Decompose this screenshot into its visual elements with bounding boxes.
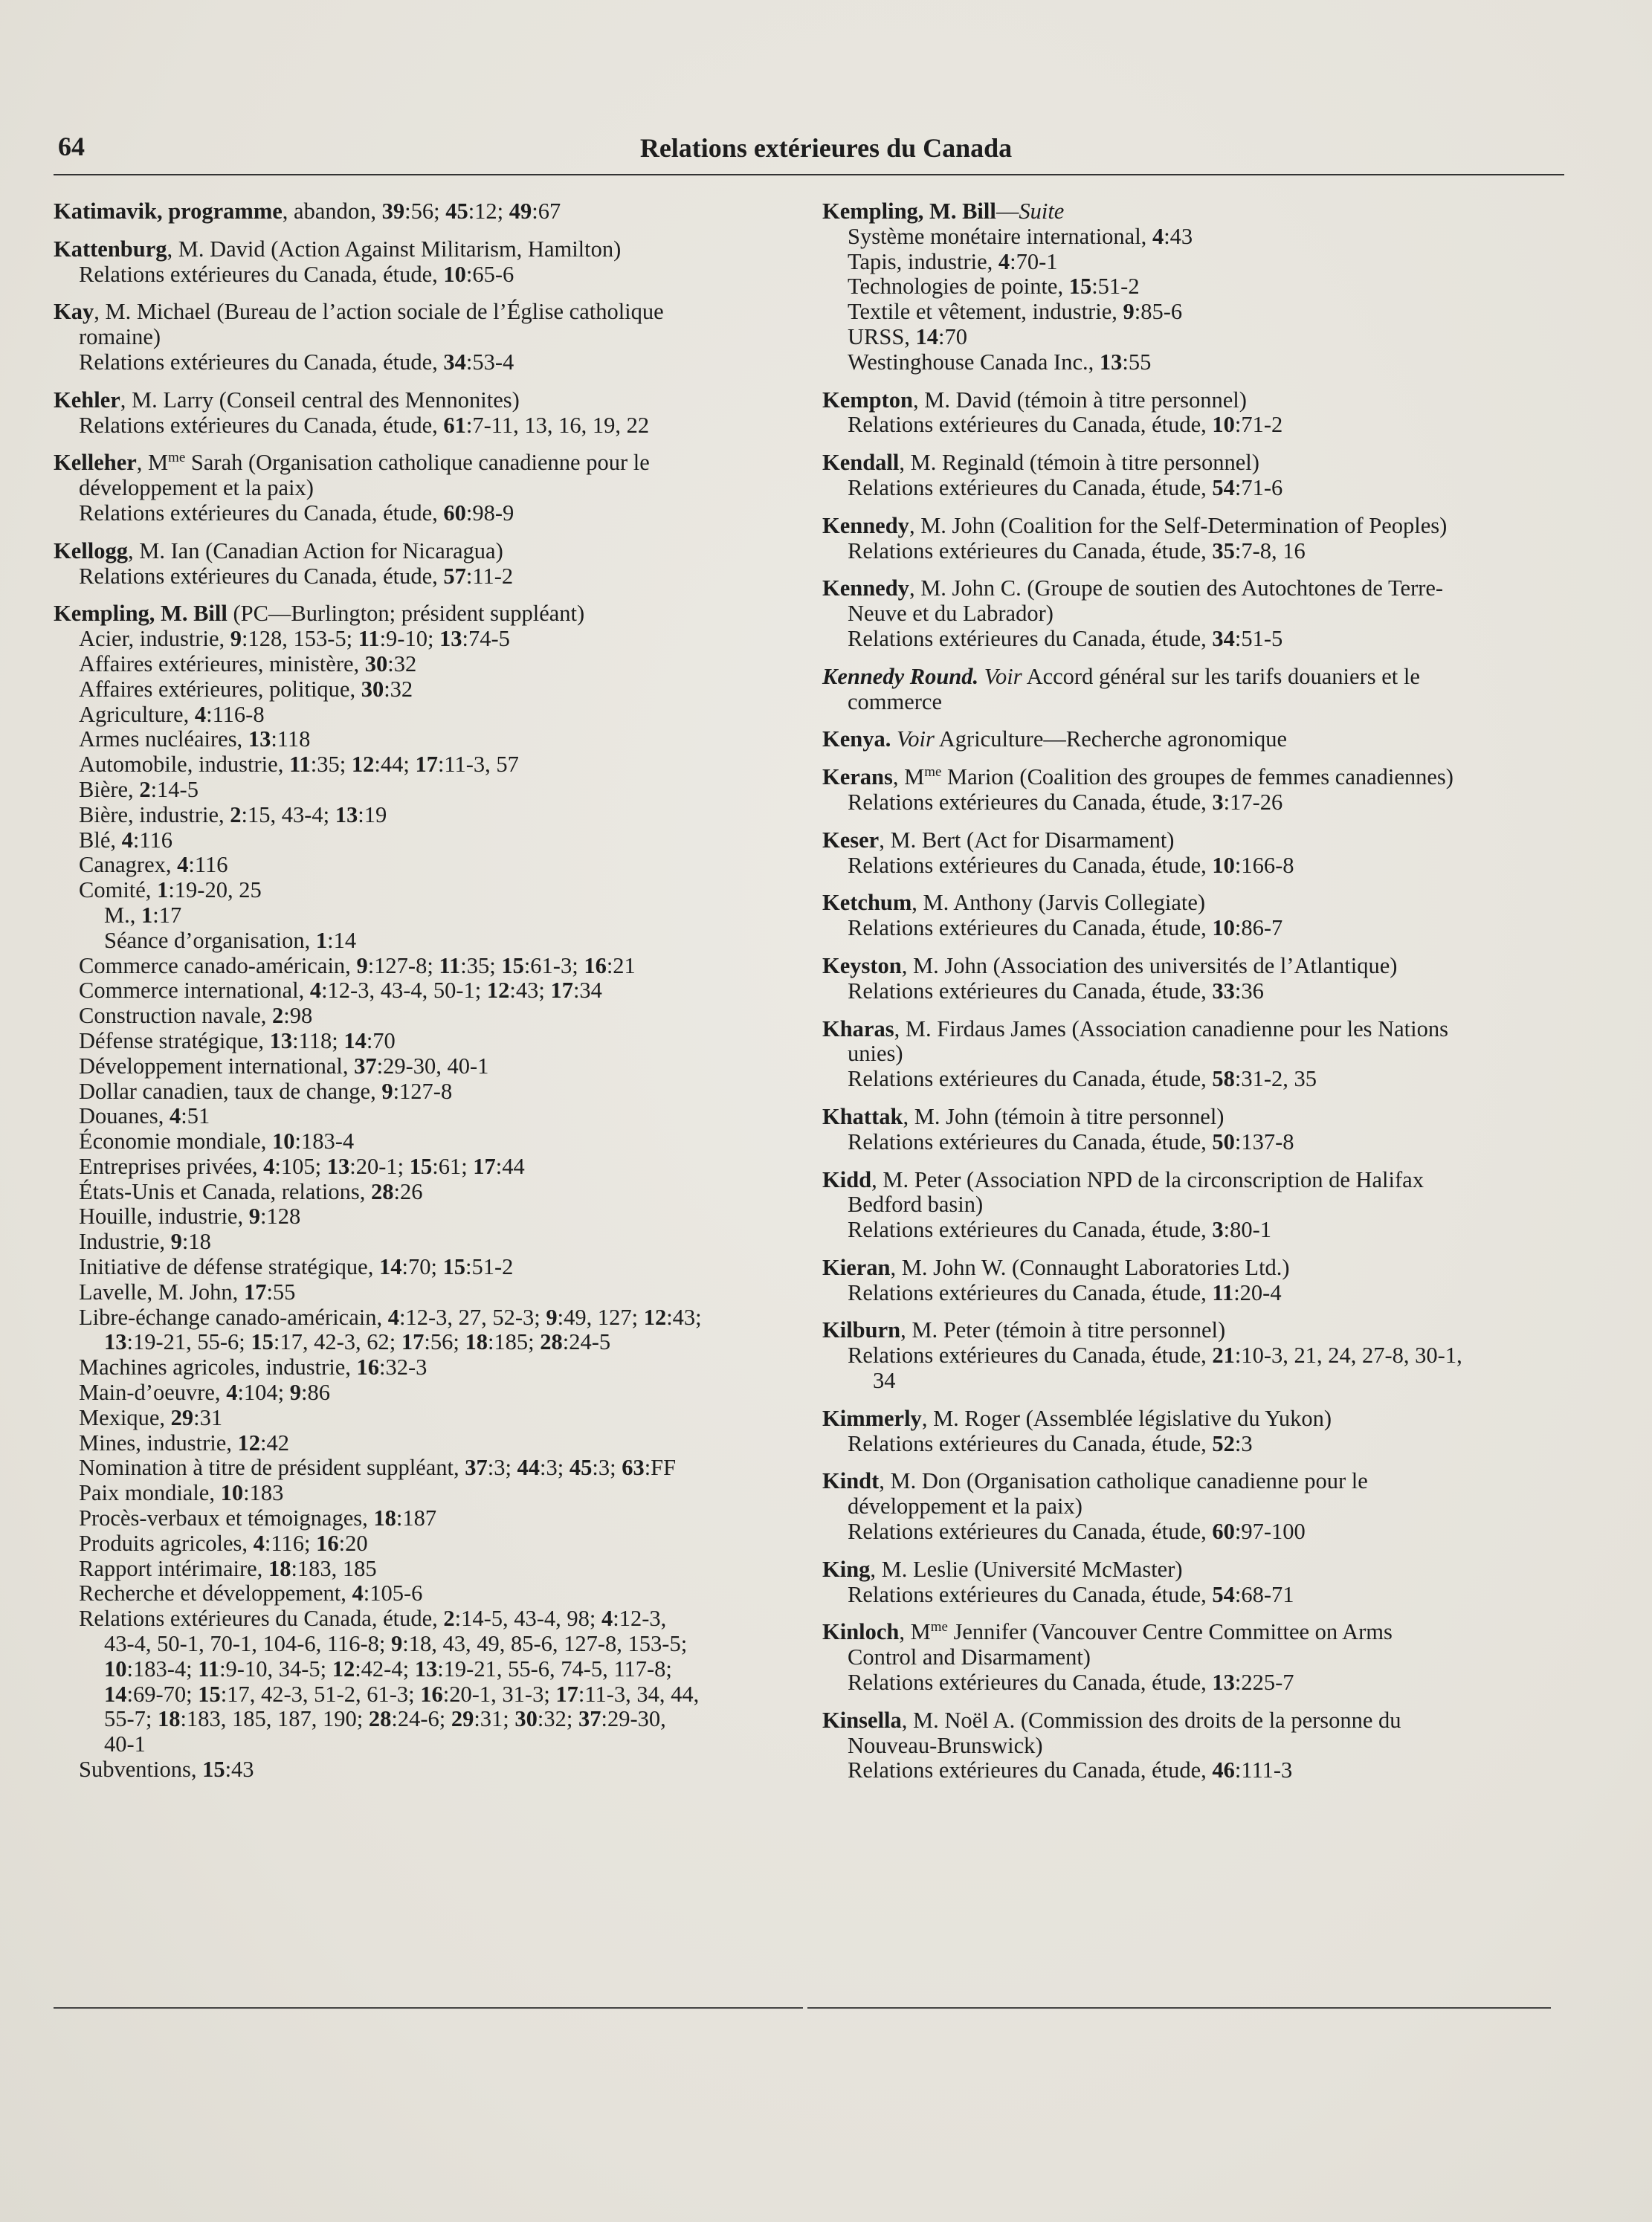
- index-subentry: Relations extérieures du Canada, étude, 10:86-7: [848, 915, 1283, 941]
- index-heading-line: Kempling, M. Bill (PC—Burlington; président suppléant): [54, 601, 585, 627]
- index-heading-line: Neuve et du Labrador): [848, 601, 1054, 627]
- index-heading-line: King, M. Leslie (Université McMaster): [822, 1556, 1183, 1582]
- index-subentry: Technologies de pointe, 15:51-2: [848, 274, 1140, 300]
- index-subentry: Relations extérieures du Canada, étude, 57:11-2: [79, 563, 514, 589]
- index-subentry: Entreprises privées, 4:105; 13:20-1; 15:61; 17:44: [79, 1153, 525, 1179]
- index-entry: [822, 1168, 1566, 1243]
- index-subentry: Blé, 4:116: [79, 827, 172, 853]
- index-subentry: Automobile, industrie, 11:35; 12:44; 17:11-3, 57: [79, 752, 519, 778]
- index-entry: [822, 1406, 1566, 1457]
- index-entry: [54, 199, 819, 225]
- index-entry: [822, 1708, 1566, 1783]
- index-heading-line: commerce: [848, 688, 943, 714]
- index-subentry: Machines agricoles, industrie, 16:32-3: [79, 1354, 427, 1380]
- index-heading-line: Kennedy Round. Voir Accord général sur les tarifs douaniers et le: [822, 663, 1420, 689]
- index-entry: [822, 514, 1566, 564]
- index-subentry: 13:19-21, 55-6; 15:17, 42-3, 62; 17:56; 18:185; 28:24-5: [104, 1329, 611, 1355]
- index-heading-line: Kattenburg, M. David (Action Against Militarism, Hamilton): [54, 236, 622, 262]
- index-heading-line: Kieran, M. John W. (Connaught Laboratories Ltd.): [822, 1254, 1290, 1280]
- index-subentry: Subventions, 15:43: [79, 1757, 254, 1783]
- page-number: 64: [58, 132, 85, 161]
- index-subentry: Textile et vêtement, industrie, 9:85-6: [848, 299, 1183, 325]
- index-subentry: Industrie, 9:18: [79, 1229, 211, 1255]
- index-heading-line: Kehler, M. Larry (Conseil central des Mennonites): [54, 387, 520, 413]
- index-heading-line: Kennedy, M. John C. (Groupe de soutien des Autochtones de Terre-: [822, 575, 1444, 601]
- index-subentry: 10:183-4; 11:9-10, 34-5; 12:42-4; 13:19-21, 55-6, 74-5, 117-8;: [104, 1656, 672, 1682]
- index-subentry: Tapis, industrie, 4:70-1: [848, 248, 1058, 274]
- index-subentry: Rapport intérimaire, 18:183, 185: [79, 1555, 377, 1581]
- index-subentry: Commerce international, 4:12-3, 43-4, 50-1; 12:43; 17:34: [79, 978, 602, 1004]
- index-heading-line: Kempton, M. David (témoin à titre personnel): [822, 387, 1247, 413]
- index-subentry: États-Unis et Canada, relations, 28:26: [79, 1178, 423, 1204]
- index-subentry: 14:69-70; 15:17, 42-3, 51-2, 61-3; 16:20-1, 31-3; 17:11-3, 34, 44,: [104, 1681, 700, 1707]
- index-subentry: Agriculture, 4:116-8: [79, 701, 265, 727]
- index-heading-line: Kimmerly, M. Roger (Assemblée législative du Yukon): [822, 1405, 1332, 1431]
- index-subentry: Douanes, 4:51: [79, 1103, 210, 1129]
- index-subentry: Procès-verbaux et témoignages, 18:187: [79, 1505, 437, 1531]
- index-heading-line: Kindt, M. Don (Organisation catholique canadienne pour le: [822, 1468, 1368, 1494]
- index-subentry: Défense stratégique, 13:118; 14:70: [79, 1027, 396, 1053]
- index-subentry: Mines, industrie, 12:42: [79, 1430, 289, 1456]
- index-subentry: Relations extérieures du Canada, étude, 33:36: [848, 978, 1264, 1004]
- index-column-left: [54, 199, 819, 1795]
- index-entry: [822, 1318, 1566, 1393]
- index-column-right: [822, 199, 1566, 1796]
- index-entry: [54, 300, 819, 375]
- index-subentry: Main-d’oeuvre, 4:104; 9:86: [79, 1380, 330, 1406]
- index-subentry: Relations extérieures du Canada, étude, 34:51-5: [848, 625, 1283, 651]
- index-entry: [54, 388, 819, 439]
- index-heading-line: unies): [848, 1041, 903, 1067]
- header-rule: [54, 174, 1564, 175]
- index-entry: [822, 1557, 1566, 1608]
- index-heading-line: Ketchum, M. Anthony (Jarvis Collegiate): [822, 890, 1206, 916]
- index-heading-line: Kempling, M. Bill—Suite: [822, 198, 1065, 224]
- index-subentry: Nomination à titre de président suppléant, 37:3; 44:3; 45:3; 63:FF: [79, 1455, 677, 1481]
- index-subentry: Relations extérieures du Canada, étude, 34:53-4: [79, 349, 514, 375]
- index-entry: [822, 388, 1566, 439]
- index-subentry: M., 1:17: [104, 902, 182, 928]
- index-entry: [822, 765, 1566, 816]
- index-entry: [822, 1469, 1566, 1544]
- index-heading-line: Kinloch, $M^{me}$ Jennifer (Vancouver Centre Committee on Arms: [822, 1619, 1393, 1645]
- index-subentry: Bière, industrie, 2:15, 43-4; 13:19: [79, 801, 387, 827]
- index-heading-line: Kay, M. Michael (Bureau de l’action sociale de l’Église catholique: [54, 299, 664, 325]
- index-heading-line: Khattak, M. John (témoin à titre personnel): [822, 1103, 1225, 1129]
- index-subentry: Produits agricoles, 4:116; 16:20: [79, 1530, 368, 1556]
- index-heading-line: Bedford basin): [848, 1192, 984, 1218]
- index-heading-line: Kellogg, M. Ian (Canadian Action for Nicaragua): [54, 537, 503, 563]
- index-heading-line: Kinsella, M. Noël A. (Commission des droits de la personne du: [822, 1707, 1401, 1733]
- index-entry: [822, 450, 1566, 501]
- index-subentry: Système monétaire international, 4:43: [848, 223, 1193, 249]
- index-subentry: Relations extérieures du Canada, étude, 61:7-11, 13, 16, 19, 22: [79, 412, 650, 438]
- index-subentry: Relations extérieures du Canada, étude, 60:98-9: [79, 500, 514, 526]
- index-heading-line: romaine): [79, 324, 161, 350]
- index-subentry: Relations extérieures du Canada, étude, 10:166-8: [848, 852, 1294, 878]
- index-subentry: Affaires extérieures, ministère, 30:32: [79, 650, 417, 676]
- index-entry: [822, 665, 1566, 715]
- index-subentry: Relations extérieures du Canada, étude, 52:3: [848, 1430, 1253, 1456]
- index-entry: [54, 539, 819, 590]
- index-subentry: 55-7; 18:183, 185, 187, 190; 28:24-6; 29:31; 30:32; 37:29-30,: [104, 1706, 666, 1732]
- index-subentry: Économie mondiale, 10:183-4: [79, 1128, 355, 1154]
- index-subentry: Relations extérieures du Canada, étude, 3:80-1: [848, 1217, 1272, 1243]
- index-subentry: Affaires extérieures, politique, 30:32: [79, 676, 413, 702]
- index-subentry: Canagrex, 4:116: [79, 852, 228, 878]
- index-entry: [822, 199, 1566, 375]
- index-subentry: Développement international, 37:29-30, 40-1: [79, 1053, 489, 1079]
- index-entry: [54, 601, 819, 1782]
- index-entry: [822, 727, 1566, 752]
- index-subentry: Westinghouse Canada Inc., 13:55: [848, 349, 1152, 375]
- index-heading-line: Kerans, $M^{me}$ Marion (Coalition des groupes de femmes canadiennes): [822, 763, 1453, 790]
- index-heading-line: Kilburn, M. Peter (témoin à titre personnel): [822, 1317, 1226, 1343]
- index-heading-line: Keser, M. Bert (Act for Disarmament): [822, 827, 1175, 853]
- index-subentry: Initiative de défense stratégique, 14:70; 15:51-2: [79, 1254, 514, 1280]
- index-entry: [54, 450, 819, 526]
- index-entry: [822, 1017, 1566, 1092]
- index-subentry: Relations extérieures du Canada, étude, 10:65-6: [79, 261, 514, 287]
- index-entry: [822, 891, 1566, 941]
- index-subentry: Mexique, 29:31: [79, 1404, 223, 1430]
- index-subentry: Construction navale, 2:98: [79, 1003, 313, 1029]
- index-subentry: Comité, 1:19-20, 25: [79, 877, 262, 903]
- index-heading-line: Kennedy, M. John (Coalition for the Self-Determination of Peoples): [822, 512, 1448, 538]
- index-subentry: Relations extérieures du Canada, étude, 54:68-71: [848, 1581, 1294, 1607]
- running-head: Relations extérieures du Canada: [639, 133, 1013, 163]
- index-heading-line: Control and Disarmament): [848, 1644, 1091, 1670]
- index-subentry: Relations extérieures du Canada, étude, 54:71-6: [848, 474, 1283, 500]
- index-subentry: Houille, industrie, 9:128: [79, 1204, 301, 1230]
- index-heading-line: Kenya. Voir Agriculture—Recherche agronomique: [822, 726, 1288, 752]
- index-subentry: Relations extérieures du Canada, étude, 35:7-8, 16: [848, 537, 1306, 563]
- index-entry: [822, 1256, 1566, 1306]
- index-subentry: Paix mondiale, 10:183: [79, 1480, 284, 1506]
- index-subentry: URSS, 14:70: [848, 323, 968, 349]
- index-heading-line: Kendall, M. Reginald (témoin à titre personnel): [822, 450, 1259, 476]
- index-subentry: Dollar canadien, taux de change, 9:127-8: [79, 1078, 453, 1104]
- index-subentry: Séance d’organisation, 1:14: [104, 927, 357, 953]
- index-subentry: Relations extérieures du Canada, étude, 11:20-4: [848, 1279, 1282, 1305]
- index-subentry: Acier, industrie, 9:128, 153-5; 11:9-10; 13:74-5: [79, 626, 510, 652]
- index-subentry: Commerce canado-américain, 9:127-8; 11:35; 15:61-3; 16:21: [79, 952, 636, 978]
- index-subentry: Relations extérieures du Canada, étude, 46:111-3: [848, 1757, 1293, 1783]
- index-entry: [54, 237, 819, 288]
- index-subentry: Relations extérieures du Canada, étude, 13:225-7: [848, 1670, 1294, 1696]
- index-subentry: Relations extérieures du Canada, étude, 3:17-26: [848, 789, 1283, 815]
- index-heading-line: développement et la paix): [79, 475, 314, 501]
- index-subentry: Lavelle, M. John, 17:55: [79, 1279, 296, 1305]
- index-subentry: 43-4, 50-1, 70-1, 104-6, 116-8; 9:18, 43, 49, 85-6, 127-8, 153-5;: [104, 1631, 688, 1657]
- footer-rule-right: [807, 2007, 1551, 2009]
- index-subentry: Recherche et développement, 4:105-6: [79, 1580, 423, 1606]
- index-subentry: Relations extérieures du Canada, étude, 50:137-8: [848, 1128, 1294, 1154]
- index-subentry: Relations extérieures du Canada, étude, 60:97-100: [848, 1519, 1306, 1545]
- index-subentry: 34: [873, 1368, 896, 1394]
- index-heading-line: Nouveau-Brunswick): [848, 1732, 1043, 1758]
- index-heading-line: Keyston, M. John (Association des universités de l’Atlantique): [822, 952, 1398, 978]
- index-entry: [822, 1620, 1566, 1695]
- index-subentry: Relations extérieures du Canada, étude, 2:14-5, 43-4, 98; 4:12-3,: [79, 1606, 667, 1632]
- index-subentry: Relations extérieures du Canada, étude, 58:31-2, 35: [848, 1066, 1317, 1092]
- index-subentry: Relations extérieures du Canada, étude, 10:71-2: [848, 412, 1283, 438]
- index-subentry: Armes nucléaires, 13:118: [79, 726, 311, 752]
- footer-rule-left: [54, 2007, 803, 2009]
- index-entry: [822, 828, 1566, 879]
- index-entry: [822, 576, 1566, 651]
- index-entry: [822, 954, 1566, 1004]
- index-heading-line: Kelleher, $M^{me}$ Sarah (Organisation catholique canadienne pour le: [54, 450, 650, 476]
- index-subentry: Relations extérieures du Canada, étude, 21:10-3, 21, 24, 27-8, 30-1,: [848, 1343, 1462, 1369]
- index-subentry: Libre-échange canado-américain, 4:12-3, 27, 52-3; 9:49, 127; 12:43;: [79, 1304, 702, 1330]
- index-subentry: Bière, 2:14-5: [79, 776, 199, 802]
- index-heading-line: développement et la paix): [848, 1493, 1082, 1519]
- index-heading-line: Katimavik, programme, abandon, 39:56; 45:12; 49:67: [54, 198, 561, 224]
- index-entry: [822, 1105, 1566, 1155]
- index-heading-line: Kharas, M. Firdaus James (Association canadienne pour les Nations: [822, 1015, 1448, 1041]
- index-heading-line: Kidd, M. Peter (Association NPD de la circonscription de Halifax: [822, 1166, 1424, 1192]
- index-subentry: 40-1: [104, 1731, 146, 1757]
